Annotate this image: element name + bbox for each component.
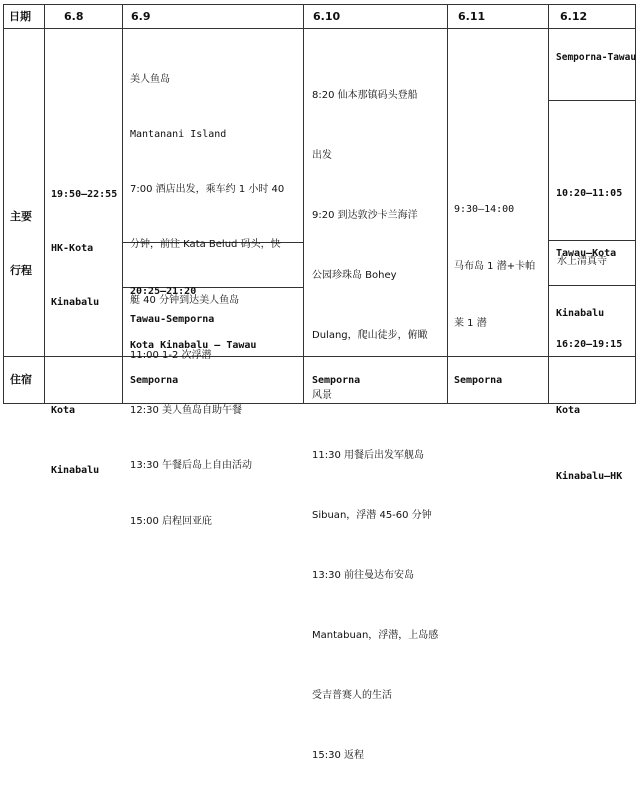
day3-line-7: 11:30 用餐后出发军舰岛 [312,450,424,461]
day3-line-8: Sibuan，浮潜 45-60 分钟 [312,510,432,521]
day2-line-5: 12:30 美人鱼岛自助午餐 [130,405,242,417]
day5-return-route-2: Kinabalu–HK [556,471,623,482]
day2-flight-time: 20:25–21:20 [130,286,197,297]
day5-flight-route-1: Tawau–Kota [556,248,617,259]
day2-title: 美人鱼岛 [130,73,170,85]
day3-line-5: Dulang，爬山徒步，俯瞰 [312,330,428,341]
lodging-day4: Semporna [454,375,503,386]
day3-line-2: 出发 [312,150,332,161]
day-header-5: 6.12 [560,10,588,23]
day3-itinerary [312,46,438,806]
lodging-label: 住宿 [10,373,32,386]
itinerary-label-line-1: 主要 [10,210,32,223]
day4-line-2: 马布岛 1 潜+卡帕 [454,261,536,272]
day5-return-route-1: Kota [556,405,581,416]
day1-time: 19:50–22:55 [51,189,118,200]
day2-line-7: 15:00 启程回亚庇 [130,515,212,527]
day5-return [556,290,622,532]
day5-return-time: 16:20–19:15 [556,339,623,350]
day4-itinerary [454,162,535,371]
day-header-2: 6.9 [131,10,151,23]
col-divider-2 [122,4,123,404]
lodging-day3: Semporna [312,375,361,386]
day1-route-1: HK-Kota [51,243,94,254]
day2-transfer: Tawau-Semporna [130,314,215,325]
itinerary-label [10,172,32,316]
col-divider-4 [447,4,448,404]
day2-line-3: 艇 40 分钟到达美人鱼岛 [130,294,240,306]
col-divider-1 [44,4,45,404]
day5-divider-1 [548,100,636,101]
day5-transfer: Semporna-Tawau [556,52,637,63]
lodging-day1-line-2: Kinabalu [51,465,100,476]
col-divider-5 [548,4,549,404]
day-header-3: 6.10 [313,10,341,23]
day3-line-10: Mantabuan，浮潜，上岛感 [312,630,439,641]
itinerary-label-line-2: 行程 [10,264,32,277]
day4-line-3: 莱 1 潜 [454,318,487,329]
border-left [3,4,4,404]
col-divider-3 [303,4,304,404]
day3-line-1: 8:20 仙本那镇码头登船 [312,90,418,101]
day2-island: Mantanani Island [130,129,227,141]
border-top [3,4,636,5]
day2-line-1: 7:00 酒店出发，乘车约 1 小时 40 [130,184,285,196]
day3-line-12: 15:30 返程 [312,750,364,761]
day4-time: 9:30–14:00 [454,204,515,215]
header-divider [3,28,636,29]
day3-line-4: 公园珍珠岛 Bohey [312,270,397,281]
day3-line-9: 13:30 前往曼达布安岛 [312,570,414,581]
day1-itinerary [51,150,117,348]
day5-mosque: 水上清真寺 [557,256,607,267]
lodging-day1-line-1: Kota [51,405,76,416]
day3-line-11: 受吉普赛人的生活 [312,690,392,701]
day-header-1: 6.8 [64,10,84,23]
day-header-4: 6.11 [458,10,486,23]
day2-line-6: 13:30 午餐后岛上自由活动 [130,460,252,472]
day2-line-2: 分钟，前往 Kata Belud 码头，快 [130,239,281,251]
day3-line-6: 风景 [312,390,332,401]
lodging-day1 [51,361,99,521]
day2-flight-route: Kota Kinabalu – Tawau [130,340,257,351]
day5-flight-route-2: Kinabalu [556,308,605,319]
lodging-day2: Semporna [130,375,179,386]
day5-flight-time: 10:20–11:05 [556,188,623,199]
day2-line-4: 11:00 1-2 次浮潜 [130,349,212,361]
day1-route-2: Kinabalu [51,297,100,308]
date-header: 日期 [9,10,31,23]
day3-line-3: 9:20 到达敦沙卡兰海洋 [312,210,418,221]
